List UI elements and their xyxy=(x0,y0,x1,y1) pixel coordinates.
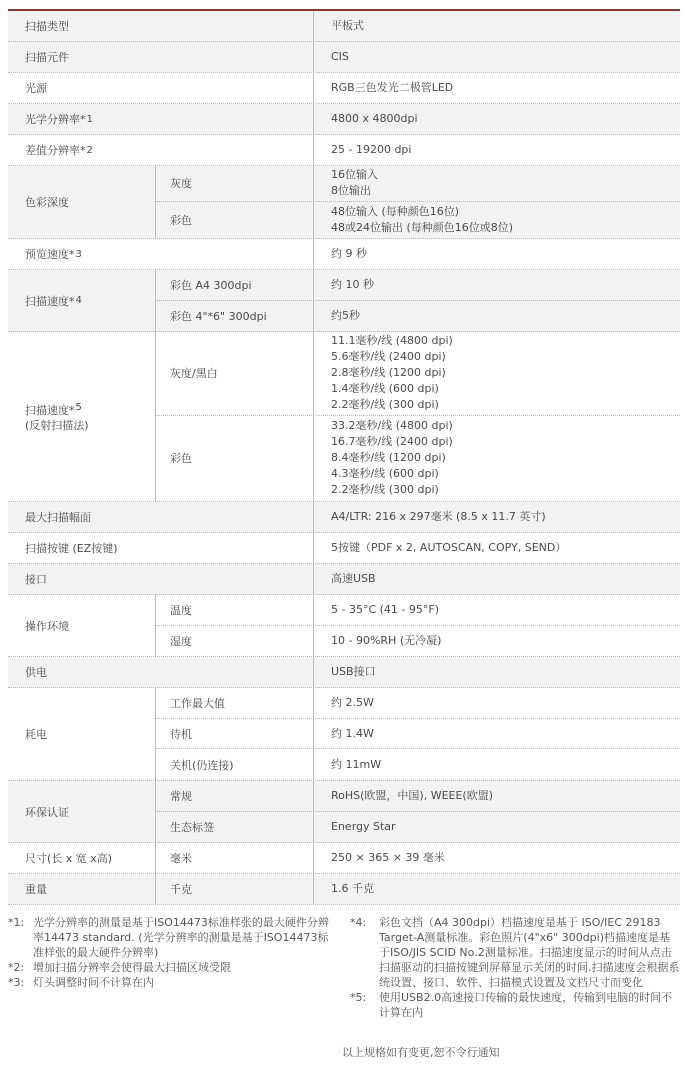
row-power-supply xyxy=(8,657,680,688)
label-scan-element: 扫描元件 xyxy=(8,42,314,72)
row-environment xyxy=(8,595,680,657)
row-optical-resolution xyxy=(8,104,680,135)
value-weight: 1.6 千克 xyxy=(331,882,374,895)
subrow-color-depth-color xyxy=(156,202,680,238)
sublabel-power-standby: 待机 xyxy=(156,719,314,749)
value-scan-buttons: 5按键（PDF x 2, AUTOSCAN, COPY, SEND） xyxy=(331,541,567,554)
row-eco-cert xyxy=(8,781,680,843)
sublabel-gray: 灰度 xyxy=(156,166,314,201)
spec-table xyxy=(8,11,680,905)
value-power-supply: USB接口 xyxy=(331,665,376,678)
row-scan-element xyxy=(8,42,680,73)
label-optical-resolution: 光学分辨率* 1 xyxy=(8,104,314,134)
footnote-4: *4: 彩色文挡（A4 300dpi）档描速度是基于 ISO/IEC 29183 Target-A测量标准。彩色照片(4"x6" 300dpi)档描速度是基于ISO/JIS SCID No.2测量标准。扫描速度显示的时间从点击扫描驱动的扫描按键到屏幕显示关闭的时间.扫描速度会根据系统设置、接口、软件、扫描模式设置及文档尺寸而变化 xyxy=(350,916,680,989)
value-scan-speed-a4: 约 10 秒 xyxy=(331,277,374,291)
subrow-power-standby xyxy=(156,719,680,750)
value-humidity: 10 - 90%RH (无冷凝) xyxy=(331,633,442,647)
label-dimensions: 尺寸(长 x 宽 x高) xyxy=(8,843,156,873)
subrow-eco-regular xyxy=(156,781,680,812)
sublabel-power-off: 关机(仍连接) xyxy=(156,749,314,780)
value-power-off: 约 11mW xyxy=(331,757,382,771)
value-eco-regular: RoHS(欧盟，中国), WEEE(欧盟) xyxy=(331,788,494,802)
value-power-standby: 约 1.4W xyxy=(331,726,374,740)
subrow-temperature xyxy=(156,595,680,626)
value-temperature: 5 - 35°C (41 - 95°F) xyxy=(331,602,440,616)
row-light-source xyxy=(8,73,680,104)
subrow-color-depth-gray xyxy=(156,166,680,202)
label-power-consumption: 耗电 xyxy=(8,688,156,780)
value-eco-label: Energy Star xyxy=(331,819,396,833)
row-preview-speed xyxy=(8,239,680,270)
footnotes-right xyxy=(350,915,680,1020)
value-color-depth-color: 48位输入 (每种颜色16位) 48或24位输出 (每种颜色16位或8位) xyxy=(331,204,514,234)
subrow-humidity xyxy=(156,626,680,656)
footnote-5: *5: 使用USB2.0高速接口传输的最快速度，传输到电脑的时间不计算在内 xyxy=(350,991,673,1019)
sublabel-humidity: 湿度 xyxy=(156,626,314,656)
label-scan-buttons: 扫描按键 (EZ按键) xyxy=(8,533,314,563)
unit-dimensions: 毫米 xyxy=(156,843,314,873)
footnote-mark-4: 4 xyxy=(75,295,82,306)
row-dimensions xyxy=(8,843,680,874)
value-dimensions: 250 × 365 × 39 毫米 xyxy=(331,851,445,864)
sublabel-eco-label: 生态标签 xyxy=(156,812,314,842)
footnote-mark-3: 3 xyxy=(75,248,82,260)
row-scan-speed-reflective xyxy=(8,332,680,502)
footnote-2: *2: 增加扫描分辨率会使得最大扫描区域受限 xyxy=(8,961,231,974)
value-reflective-gray: 11.1毫秒/线 (4800 dpi) 5.6毫秒/线 (2400 dpi) 2.8毫秒/线 (1200 dpi) 1.4毫秒/线 (600 dpi) 2.2毫秒/线 (300 dpi) xyxy=(331,334,453,412)
subrow-reflective-gray xyxy=(156,332,680,416)
sublabel-color: 彩色 xyxy=(156,202,314,238)
subrow-reflective-color xyxy=(156,416,680,501)
label-environment: 操作环境 xyxy=(8,595,156,656)
value-scan-element: CIS xyxy=(331,50,349,63)
label-interpolated-resolution: 差值分辨率* 2 xyxy=(8,135,314,165)
footnote-3: *3: 灯头调整时间不计算在内 xyxy=(8,976,154,989)
row-scan-type xyxy=(8,11,680,42)
value-reflective-color: 33.2毫秒/线 (4800 dpi) 16.7毫秒/线 (2400 dpi) 8.4毫秒/线 (1200 dpi) 4.3毫秒/线 (600 dpi) 2.2毫秒/线 (300 dpi) xyxy=(331,419,453,497)
row-interface xyxy=(8,564,680,595)
label-scan-speed: 扫描速度* 4 xyxy=(8,270,156,331)
value-max-scan-area: A4/LTR: 216 x 297毫米 (8.5 x 11.7 英寸) xyxy=(331,510,546,523)
label-color-depth: 色彩深度 xyxy=(8,166,156,238)
label-scan-type: 扫描类型 xyxy=(8,11,314,41)
sublabel-photo: 彩色 4"*6" 300dpi xyxy=(156,301,314,331)
value-optical-resolution: 4800 x 4800dpi xyxy=(331,112,418,125)
sublabel-reflective-color: 彩色 xyxy=(156,416,314,501)
value-power-max: 约 2.5W xyxy=(331,695,374,709)
row-power-consumption xyxy=(8,688,680,781)
footnotes-left xyxy=(8,915,338,990)
label-scan-speed-reflective: 扫描速度*$^5$ (反射扫描法) xyxy=(8,332,156,501)
footnote-mark-2: 2 xyxy=(86,144,93,156)
value-scan-speed-photo: 约5秒 xyxy=(331,308,360,322)
row-interpolated-resolution xyxy=(8,135,680,166)
subrow-power-off xyxy=(156,749,680,780)
label-preview-speed: 预览速度* 3 xyxy=(8,239,314,269)
subrow-scan-speed-photo xyxy=(156,301,680,331)
label-weight: 重量 xyxy=(8,874,156,904)
sublabel-power-max: 工作最大值 xyxy=(156,688,314,718)
label-eco-cert: 环保认证 xyxy=(8,781,156,842)
subrow-scan-speed-a4 xyxy=(156,270,680,301)
value-preview-speed: 约 9 秒 xyxy=(331,247,367,260)
label-power-supply: 供电 xyxy=(8,657,314,687)
value-interpolated-resolution: 25 - 19200 dpi xyxy=(331,143,412,156)
label-interface: 接口 xyxy=(8,564,314,594)
unit-weight: 千克 xyxy=(156,874,314,904)
value-color-depth-gray: 16位输入 8位输出 xyxy=(331,168,378,198)
sublabel-gray-bw: 灰度/黑白 xyxy=(156,332,314,415)
footnote-mark-1: 1 xyxy=(86,113,93,125)
subrow-power-max xyxy=(156,688,680,719)
footnote-mark-5: 5 xyxy=(75,402,82,413)
sublabel-temperature: 温度 xyxy=(156,595,314,625)
row-scan-buttons xyxy=(8,533,680,564)
row-color-depth xyxy=(8,166,680,239)
value-interface: 高速USB xyxy=(331,572,376,585)
label-max-scan-area: 最大扫描幅面 xyxy=(8,502,314,532)
closing-notice: 以上规格如有变更,恕不令行通知 xyxy=(342,1046,500,1059)
subrow-eco-label xyxy=(156,812,680,842)
row-scan-speed xyxy=(8,270,680,332)
sublabel-a4: 彩色 A4 300dpi xyxy=(156,270,314,300)
sublabel-eco-regular: 常规 xyxy=(156,781,314,811)
value-scan-type: 平板式 xyxy=(331,19,364,32)
row-max-scan-area xyxy=(8,502,680,533)
value-light-source: RGB三色发光二极管LED xyxy=(331,81,454,94)
footnote-1: *1: 光学分辨率的测量是基于ISO14473标准样张的最大硬件分辨率14473 standard. (光学分辨率的测量是基于ISO14473标准样张的最大硬件分辨率) xyxy=(8,916,329,959)
row-weight xyxy=(8,874,680,905)
label-light-source: 光源 xyxy=(8,73,314,103)
